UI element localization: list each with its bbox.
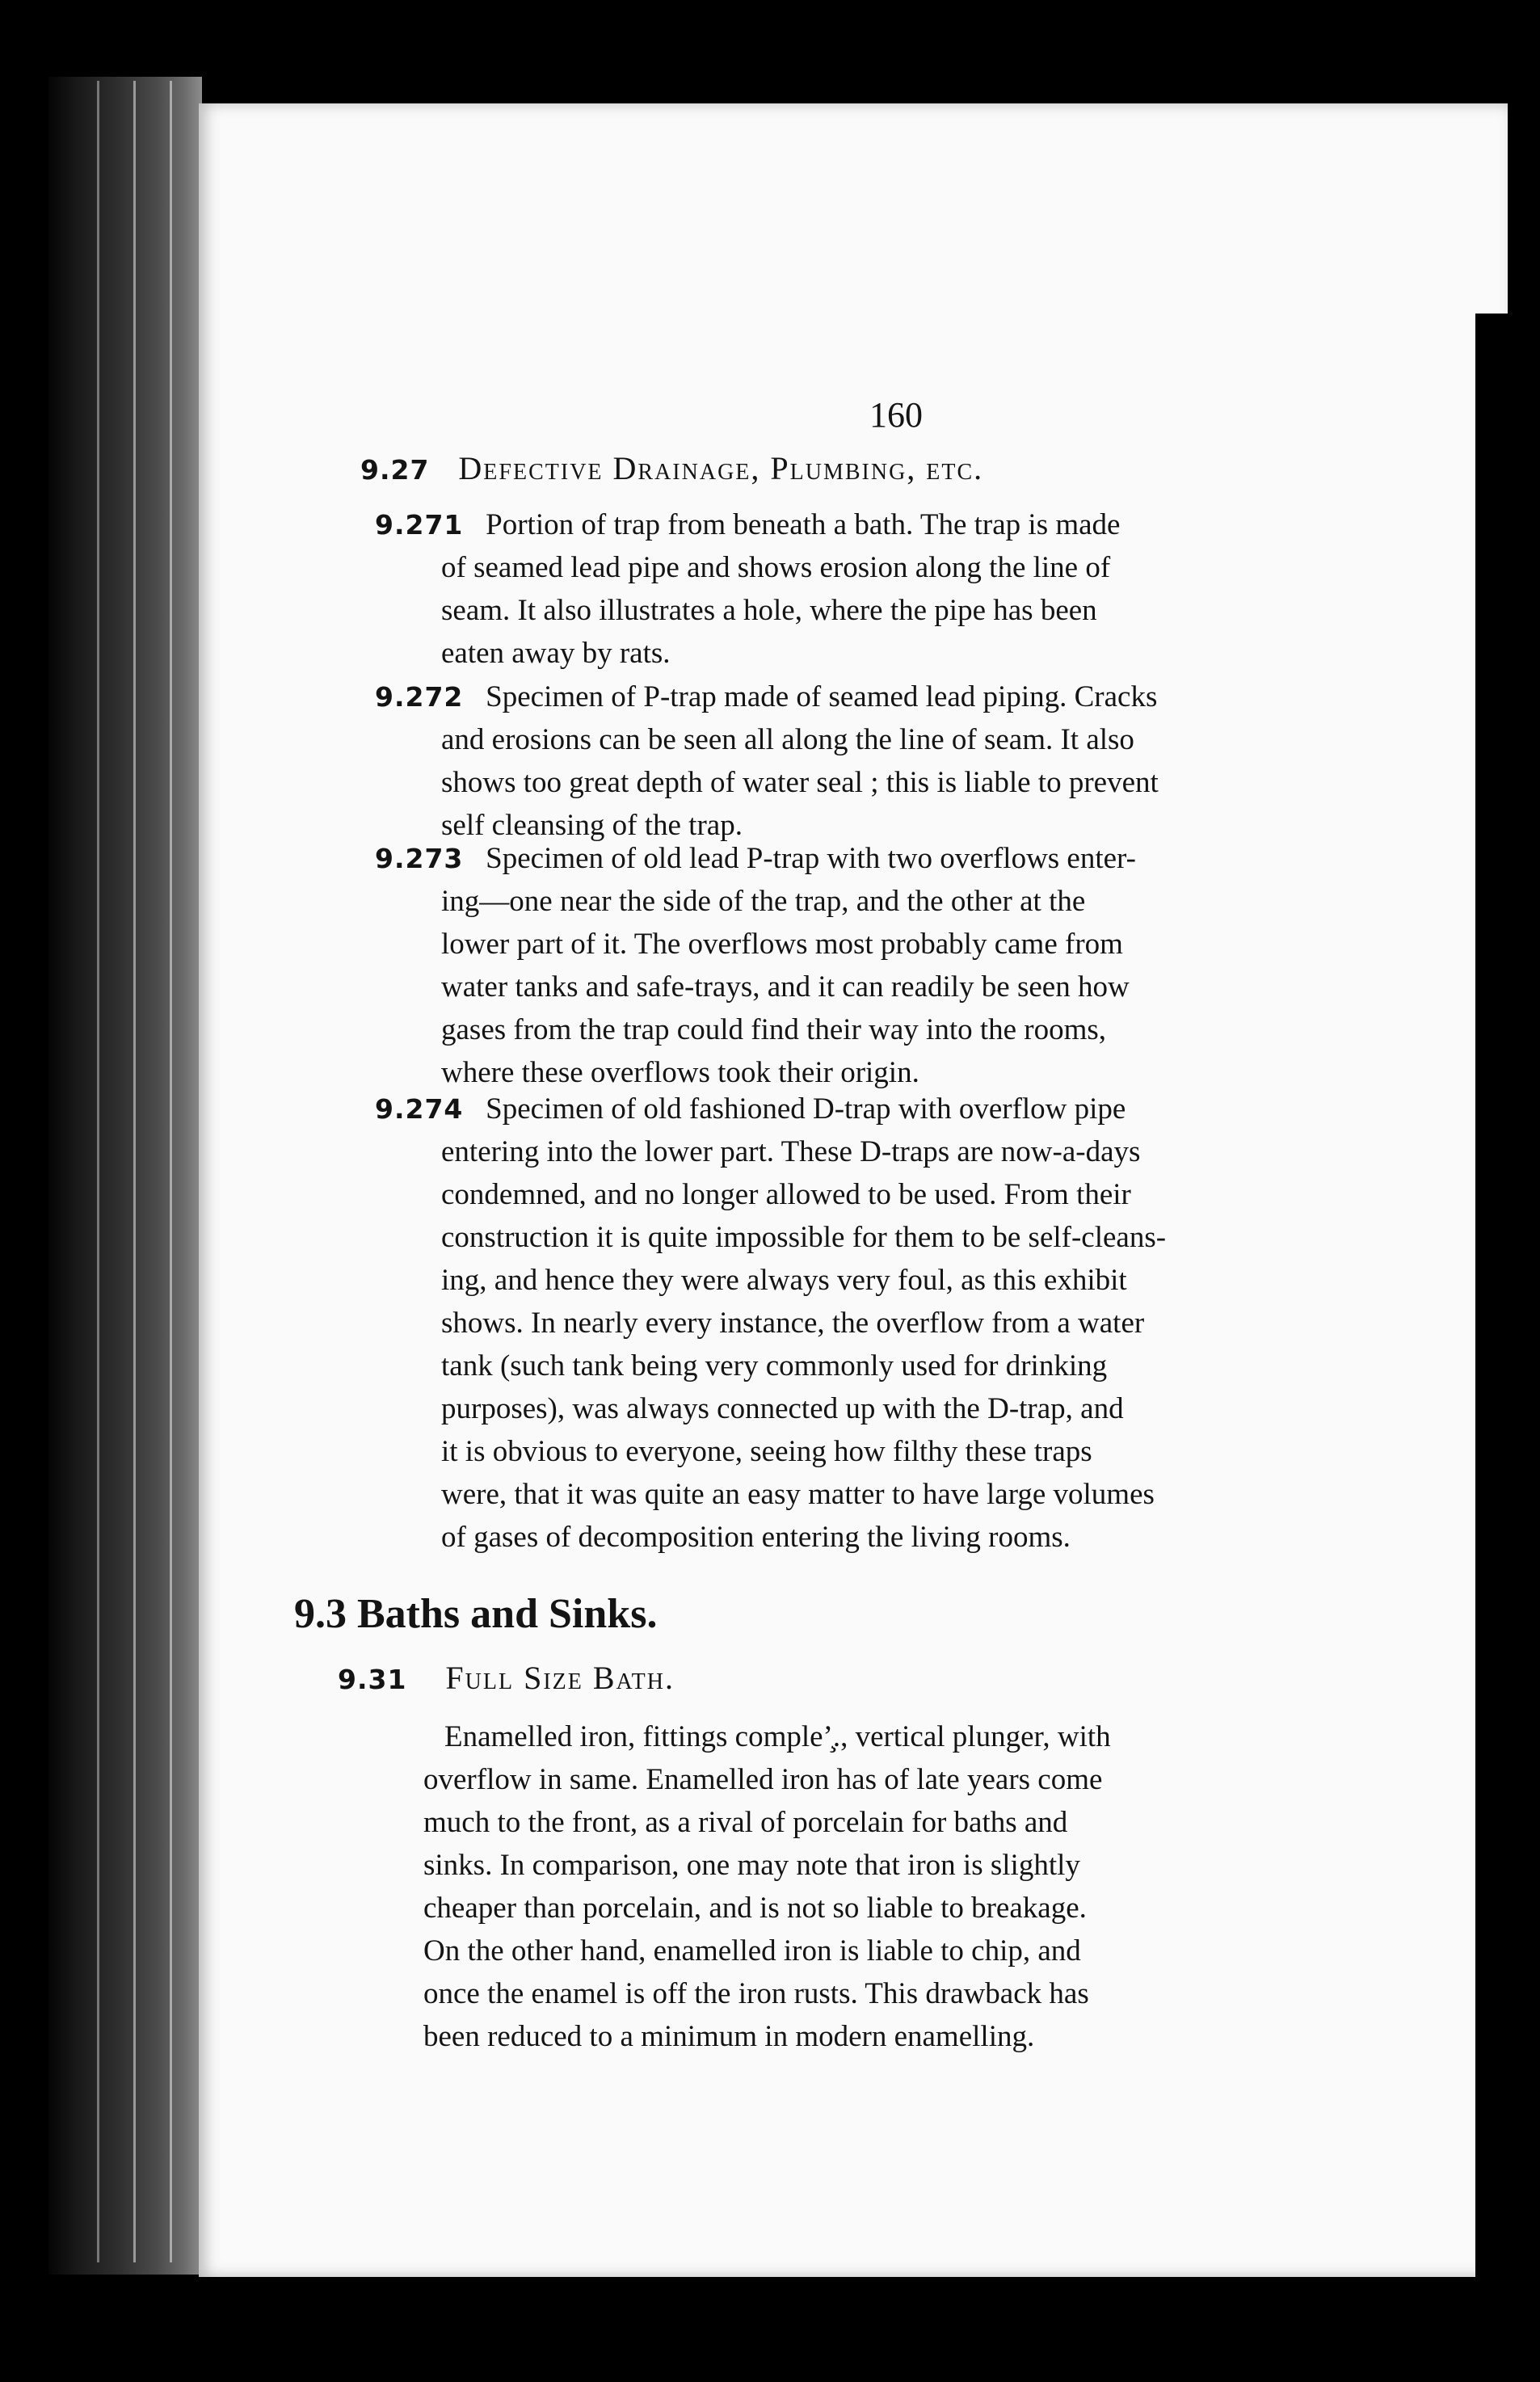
- entry-number: 9.273: [375, 843, 464, 874]
- entry-line: Specimen of old fashioned D-trap with overflow pipe: [486, 1092, 1126, 1126]
- section-heading: [360, 449, 983, 487]
- entry-line: construction it is quite impossible for them to be self-cleans-: [441, 1221, 1167, 1254]
- entry-line: self cleansing of the trap.: [441, 809, 743, 842]
- entry-number: 9.272: [375, 681, 464, 713]
- entry-line: where these overflows took their origin.: [441, 1056, 919, 1089]
- entry-line: Portion of trap from beneath a bath. The trap is made: [486, 508, 1121, 541]
- subsection-heading: [338, 1659, 675, 1697]
- entry-line: water tanks and safe-trays, and it can readily be seen how: [441, 970, 1130, 1004]
- entry-line: gases from the trap could find their way into the rooms,: [441, 1013, 1107, 1046]
- section-title-baths-and-sinks: 9.3 Baths and Sinks.: [294, 1591, 658, 1637]
- body-line: On the other hand, enamelled iron is liable to chip, and: [423, 1934, 1081, 1967]
- entry-line: purposes), was always connected up with the D-trap, and: [441, 1392, 1124, 1425]
- body-line: overflow in same. Enamelled iron has of late years come: [423, 1763, 1103, 1796]
- spine-crease: [97, 81, 99, 2262]
- entry-line: seam. It also illustrates a hole, where the pipe has been: [441, 594, 1097, 627]
- entry-line: shows too great depth of water seal ; this is liable to prevent: [441, 766, 1159, 799]
- entry-9-271: [375, 503, 1120, 675]
- entry-line: Specimen of P-trap made of seamed lead piping. Cracks: [486, 680, 1158, 713]
- entry-line: entering into the lower part. These D-traps are now-a-days: [441, 1135, 1141, 1168]
- body-line: once the enamel is off the iron rusts. This drawback has: [423, 1977, 1089, 2010]
- section-number: 9.27: [360, 454, 430, 486]
- body-line: cheaper than porcelain, and is not so liable to breakage.: [423, 1892, 1087, 1925]
- entry-line: of gases of decomposition entering the living rooms.: [441, 1521, 1071, 1554]
- entry-line: shows. In nearly every instance, the overflow from a water: [441, 1307, 1145, 1340]
- body-line: Enamelled iron, fittings comple’̧., vertical plunger, with: [444, 1720, 1111, 1753]
- entry-line: tank (such tank being very commonly used for drinking: [441, 1349, 1108, 1382]
- page-content: [199, 103, 1508, 2277]
- entry-line: ing, and hence they were always very foul, as this exhibit: [441, 1264, 1127, 1297]
- spine-crease: [170, 81, 172, 2262]
- entry-number: 9.274: [375, 1093, 464, 1125]
- entry-line: and erosions can be seen all along the line of seam. It also: [441, 723, 1134, 756]
- entry-line: eaten away by rats.: [441, 637, 671, 670]
- entry-line: Specimen of old lead P-trap with two overflows enter-: [486, 842, 1136, 875]
- page-number: 160: [869, 395, 923, 435]
- body-line: much to the front, as a rival of porcelain for baths and: [423, 1806, 1068, 1839]
- subsection-title: Full Size Bath.: [445, 1660, 675, 1696]
- subsection-number: 9.31: [338, 1664, 407, 1695]
- book-spine: [48, 77, 202, 2275]
- entry-9-272: [375, 675, 1159, 847]
- spine-crease: [133, 81, 136, 2262]
- entry-9-274: [375, 1088, 1166, 1559]
- entry-number: 9.271: [375, 509, 464, 541]
- section-title: Defective Drainage, Plumbing, etc.: [458, 450, 984, 486]
- body-line: been reduced to a minimum in modern enamelling.: [423, 2020, 1035, 2053]
- book-page: [199, 103, 1508, 2277]
- entry-line: ing—one near the side of the trap, and the other at the: [441, 885, 1086, 918]
- entry-line: were, that it was quite an easy matter to have large volumes: [441, 1478, 1155, 1511]
- entry-line: condemned, and no longer allowed to be used. From their: [441, 1178, 1131, 1211]
- entry-9-273: [375, 837, 1136, 1094]
- entry-line: it is obvious to everyone, seeing how filthy these traps: [441, 1435, 1092, 1468]
- entry-line: lower part of it. The overflows most probably came from: [441, 928, 1123, 961]
- entry-line: of seamed lead pipe and shows erosion along the line of: [441, 551, 1111, 584]
- subsection-body: [423, 1715, 1111, 2058]
- body-line: sinks. In comparison, one may note that iron is slightly: [423, 1849, 1080, 1882]
